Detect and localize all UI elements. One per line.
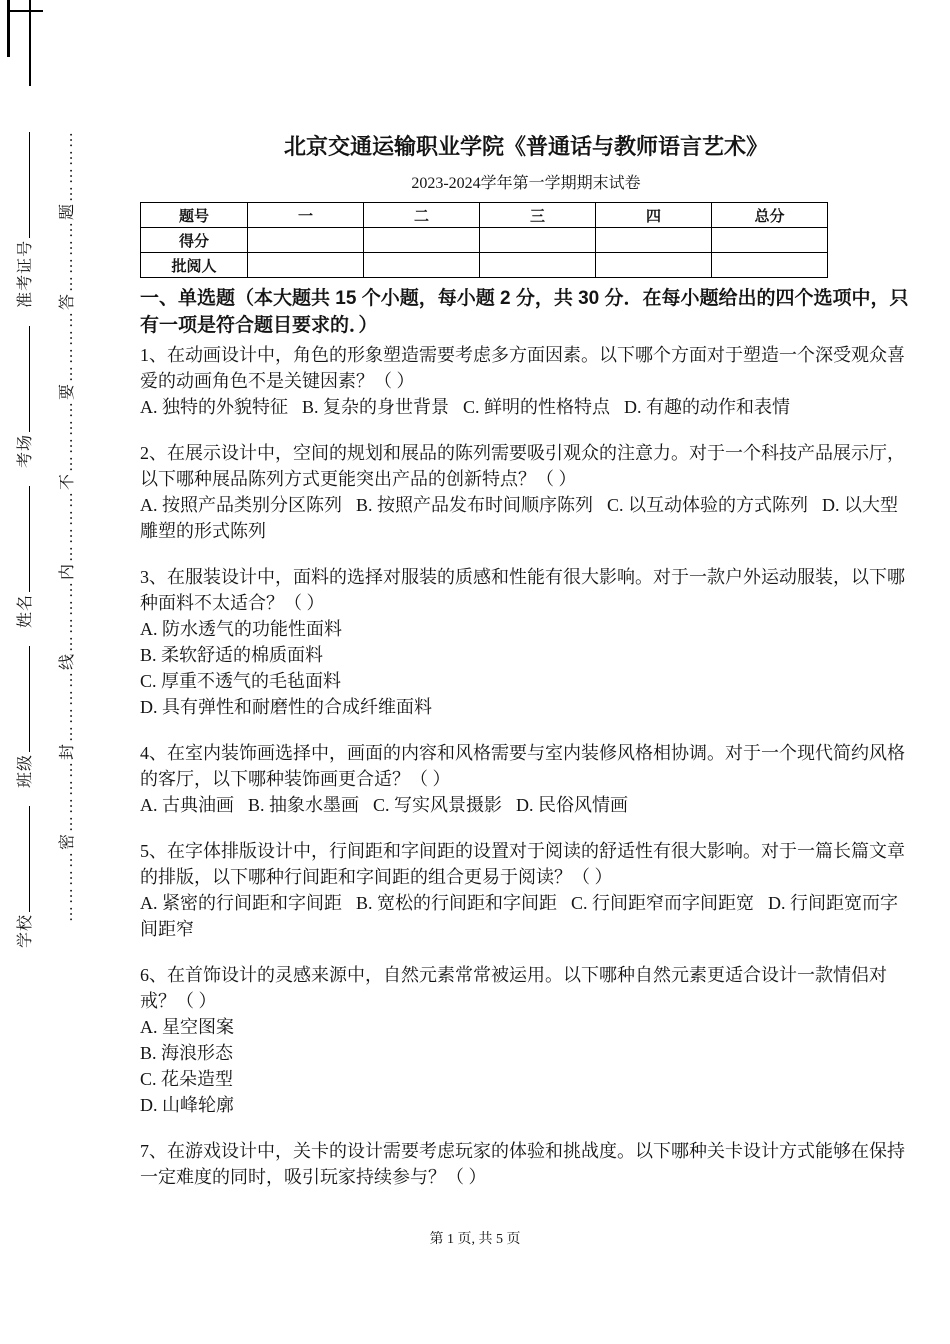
- option-a: A. 古典油画: [140, 795, 234, 815]
- score-table-header: 四: [596, 203, 712, 228]
- question-stem: 6、在首饰设计的灵感来源中，自然元素常常被运用。以下哪种自然元素更适合设计一款情侣对戒？（ ）: [140, 965, 887, 1011]
- score-table-header: 一: [248, 203, 364, 228]
- seal-fields: [12, 96, 35, 948]
- question-4: [140, 740, 912, 818]
- question-options: [140, 616, 912, 720]
- option-a: A. 星空图案: [140, 1017, 234, 1037]
- question-options: [140, 394, 912, 420]
- question-options: [140, 792, 912, 818]
- seal-field-ticket-number: [17, 114, 34, 308]
- option-b: B. 按照产品发布时间顺序陈列: [356, 495, 594, 515]
- option-c: C. 以互动体验的方式陈列: [607, 495, 809, 515]
- question-1: [140, 342, 912, 420]
- option-a: A. 按照产品类别分区陈列: [140, 495, 342, 515]
- question-options: [140, 492, 912, 544]
- score-cell: [480, 228, 596, 253]
- option-d: D. 有趣的动作和表情: [624, 397, 791, 417]
- page-subtitle: 2023-2024学年第一学期期末试卷: [411, 175, 641, 192]
- binding-corner-mark: [29, 0, 31, 86]
- question-stem: 1、在动画设计中，角色的形象塑造需要考虑多方面因素。以下哪个方面对于塑造一个深受观众喜爱的动画角色不是关键因素？（ ）: [140, 345, 905, 391]
- option-b: B. 海浪形态: [140, 1043, 234, 1063]
- question-stem: 2、在展示设计中，空间的规划和展品的陈列需要吸引观众的注意力。对于一个科技产品展示厅，以下哪种展品陈列方式更能突出产品的创新特点？（ ）: [140, 443, 905, 489]
- seal-field-name: [17, 468, 34, 628]
- page-footer: 第 1 页, 共 5 页: [429, 1232, 521, 1247]
- question-3: [140, 564, 912, 720]
- option-a: A. 紧密的行间距和字间距: [140, 893, 342, 913]
- exam-content: [140, 130, 912, 1210]
- seal-field-label: 学校: [17, 913, 34, 948]
- score-cell: [712, 228, 828, 253]
- seal-field-blank-line: [15, 646, 30, 752]
- option-c: C. 鲜明的性格特点: [463, 397, 611, 417]
- score-table-row: [141, 253, 828, 278]
- option-d: D. 以大型雕塑的形式陈列: [140, 495, 899, 541]
- option-d: D. 行间距宽而字间距窄: [140, 893, 899, 939]
- score-table-header: 三: [480, 203, 596, 228]
- section-heading: 一、单选题（本大题共 15 个小题，每小题 2 分，共 30 分．在每小题给出的四个选项中，只有一项是符合题目要求的．）: [140, 288, 909, 336]
- question-6: [140, 962, 912, 1118]
- seal-field-label: 准考证号: [17, 239, 34, 308]
- score-table-header: 题号: [141, 203, 248, 228]
- option-c: C. 花朵造型: [140, 1069, 234, 1089]
- option-a: A. 独特的外貌特征: [140, 397, 288, 417]
- seal-field-room: [17, 308, 34, 468]
- option-b: B. 复杂的身世背景: [302, 397, 450, 417]
- score-table-header: 总分: [712, 203, 828, 228]
- score-cell: [364, 253, 480, 278]
- option-c: C. 行间距窄而字间距宽: [571, 893, 755, 913]
- question-options: [140, 890, 912, 942]
- page-title: 北京交通运输职业学院《普通话与教师语言艺术》: [283, 134, 768, 159]
- binding-corner-mark: [7, 10, 43, 12]
- option-c: C. 写实风景摄影: [373, 795, 503, 815]
- seal-field-blank-line: [15, 326, 30, 432]
- option-d: D. 具有弹性和耐磨性的合成纤维面料: [140, 697, 432, 717]
- binding-corner-mark: [7, 0, 10, 57]
- seal-field-school: [17, 788, 34, 948]
- option-b: B. 柔软舒适的棉质面料: [140, 645, 324, 665]
- seal-field-blank-line: [15, 132, 30, 238]
- seal-field-label: 考场: [17, 433, 34, 468]
- reviewer-row-label: 批阅人: [141, 253, 248, 278]
- score-cell: [712, 253, 828, 278]
- score-cell: [364, 228, 480, 253]
- question-stem: 3、在服装设计中，面料的选择对服装的质感和性能有很大影响。对于一款户外运动服装，以下哪种面料不太适合？（ ）: [140, 567, 905, 613]
- score-table-header-row: [141, 203, 828, 228]
- seal-field-label: 班级: [17, 753, 34, 788]
- score-row-label: 得分: [141, 228, 248, 253]
- option-b: B. 抽象水墨画: [248, 795, 360, 815]
- option-b: B. 宽松的行间距和字间距: [356, 893, 558, 913]
- question-5: [140, 838, 912, 942]
- score-table-row: [141, 228, 828, 253]
- seal-field-class: [17, 628, 34, 788]
- score-table: [140, 202, 828, 278]
- question-list: [140, 342, 912, 1190]
- score-cell: [596, 228, 712, 253]
- question-7: [140, 1138, 912, 1190]
- seal-field-label: 姓名: [17, 593, 34, 628]
- score-cell: [248, 228, 364, 253]
- option-d: D. 山峰轮廓: [140, 1095, 234, 1115]
- option-d: D. 民俗风情画: [516, 795, 629, 815]
- seal-field-blank-line: [15, 806, 30, 912]
- seal-dotted-line: …………密…………封…………线…………内…………不…………要…………答…………题…………: [59, 129, 76, 922]
- score-cell: [248, 253, 364, 278]
- score-table-header: 二: [364, 203, 480, 228]
- question-stem: 5、在字体排版设计中，行间距和字间距的设置对于阅读的舒适性有很大影响。对于一篇长篇文章的排版，以下哪种行间距和字间距的组合更易于阅读？（ ）: [140, 841, 905, 887]
- option-c: C. 厚重不透气的毛毡面料: [140, 671, 342, 691]
- option-a: A. 防水透气的功能性面料: [140, 619, 342, 639]
- score-cell: [480, 253, 596, 278]
- question-stem: 7、在游戏设计中，关卡的设计需要考虑玩家的体验和挑战度。以下哪种关卡设计方式能够在保持一定难度的同时，吸引玩家持续参与？（ ）: [140, 1141, 905, 1187]
- question-options: [140, 1014, 912, 1118]
- question-2: [140, 440, 912, 544]
- score-cell: [596, 253, 712, 278]
- question-stem: 4、在室内装饰画选择中，画面的内容和风格需要与室内装修风格相协调。对于一个现代简约风格的客厅，以下哪种装饰画更合适？（ ）: [140, 743, 905, 789]
- seal-field-blank-line: [15, 486, 30, 592]
